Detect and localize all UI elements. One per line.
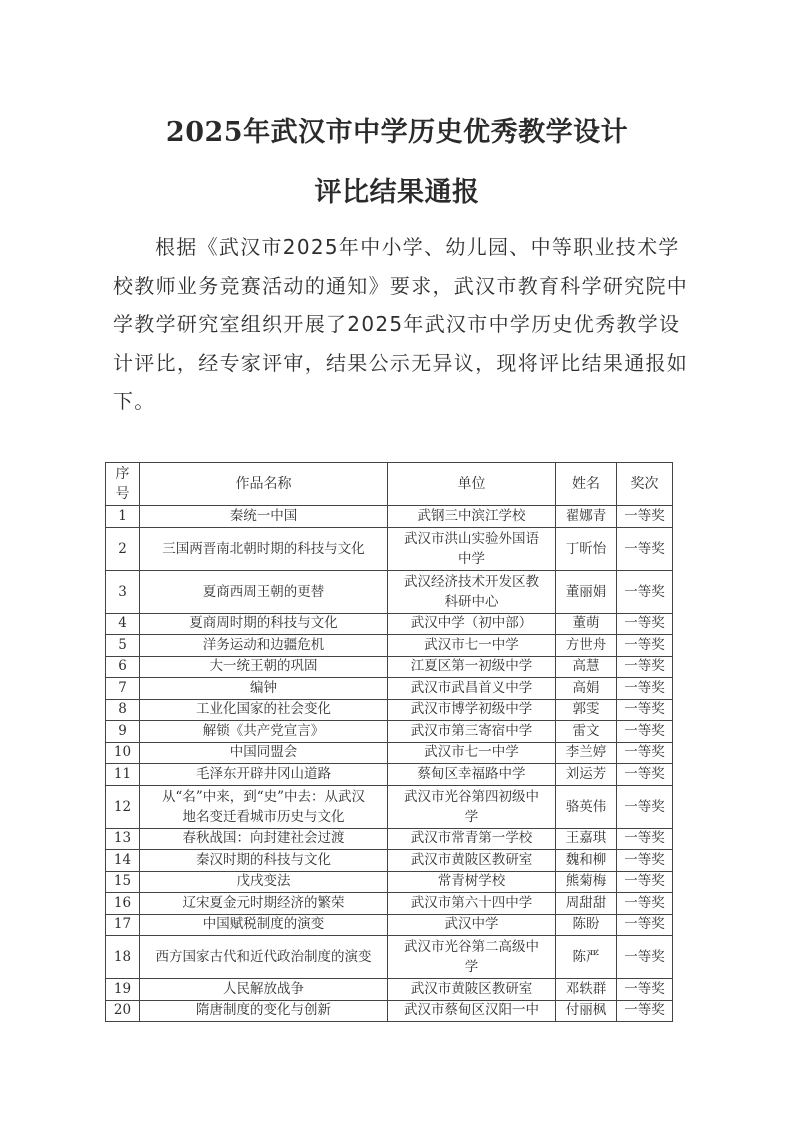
cell-name: 高慧 bbox=[556, 656, 617, 678]
cell-work-title bbox=[140, 914, 388, 936]
cell-work-title bbox=[140, 721, 388, 743]
table-row bbox=[106, 721, 673, 743]
cell-work-title-line: 夏商西周王朝的更替 bbox=[202, 583, 325, 600]
cell-award: 一等奖 bbox=[617, 699, 673, 721]
table-row bbox=[106, 893, 673, 915]
cell-unit bbox=[388, 914, 556, 936]
cell-award: 一等奖 bbox=[617, 893, 673, 915]
cell-unit bbox=[388, 979, 556, 1001]
cell-unit-line: 武汉市第三寄宿中学 bbox=[410, 722, 533, 739]
cell-award: 一等奖 bbox=[617, 656, 673, 678]
cell-work-title bbox=[140, 678, 388, 700]
cell-unit bbox=[388, 699, 556, 721]
cell-work-title bbox=[140, 1000, 388, 1022]
intro-paragraph bbox=[113, 228, 689, 421]
document-subtitle: 评比结果通报 bbox=[314, 177, 480, 208]
cell-unit bbox=[388, 936, 556, 979]
cell-name: 丁昕怡 bbox=[556, 527, 617, 570]
cell-name: 王嘉琪 bbox=[556, 828, 617, 850]
cell-award: 一等奖 bbox=[617, 570, 673, 613]
cell-work-title bbox=[140, 871, 388, 893]
cell-unit-line: 武汉市光谷第二高级中 bbox=[404, 939, 539, 955]
cell-serial-number: 11 bbox=[106, 764, 140, 786]
cell-work-title-line: 三国两晋南北朝时期的科技与文化 bbox=[162, 540, 365, 557]
cell-work-title-line: 戊戌变法 bbox=[236, 873, 291, 890]
cell-name: 董丽娟 bbox=[556, 570, 617, 613]
cell-name: 郭雯 bbox=[556, 699, 617, 721]
cell-award: 一等奖 bbox=[617, 850, 673, 872]
cell-award: 一等奖 bbox=[617, 979, 673, 1001]
table-body bbox=[106, 506, 673, 1022]
table-row bbox=[106, 936, 673, 979]
table-row bbox=[106, 613, 673, 635]
cell-unit-line: 武汉市七一中学 bbox=[424, 744, 519, 761]
cell-unit-line: 蔡甸区幸福路中学 bbox=[417, 765, 526, 782]
cell-unit bbox=[388, 570, 556, 613]
cell-work-title-line: 工业化国家的社会变化 bbox=[196, 701, 331, 718]
cell-work-title-line: 隋唐制度的变化与创新 bbox=[196, 1002, 331, 1019]
cell-work-title bbox=[140, 742, 388, 764]
cell-unit-line: 学 bbox=[464, 959, 479, 975]
cell-unit bbox=[388, 850, 556, 872]
cell-name: 陈严 bbox=[556, 936, 617, 979]
cell-name: 周甜甜 bbox=[556, 893, 617, 915]
cell-award: 一等奖 bbox=[617, 1000, 673, 1022]
header-serial-line: 号 bbox=[115, 486, 130, 502]
header-serial-number bbox=[106, 463, 140, 506]
cell-work-title bbox=[140, 699, 388, 721]
cell-name: 雷文 bbox=[556, 721, 617, 743]
cell-unit-line: 武钢三中滨江学校 bbox=[417, 507, 526, 524]
table-row bbox=[106, 764, 673, 786]
cell-work-title bbox=[140, 979, 388, 1001]
cell-unit-line: 武汉市光谷第四初级中 bbox=[404, 788, 539, 805]
cell-award: 一等奖 bbox=[617, 936, 673, 979]
cell-serial-number: 15 bbox=[106, 871, 140, 893]
cell-unit-line: 科研中心 bbox=[444, 593, 499, 610]
cell-name: 邓轶群 bbox=[556, 979, 617, 1001]
cell-unit bbox=[388, 656, 556, 678]
cell-work-title bbox=[140, 506, 388, 528]
cell-serial-number: 7 bbox=[106, 678, 140, 700]
cell-unit-line: 武汉市七一中学 bbox=[424, 636, 519, 653]
paragraph-line: 下。 bbox=[113, 389, 156, 413]
cell-work-title-line: 人民解放战争 bbox=[223, 980, 304, 997]
cell-work-title bbox=[140, 527, 388, 570]
cell-work-title bbox=[140, 893, 388, 915]
cell-award: 一等奖 bbox=[617, 721, 673, 743]
cell-work-title-line: 地名变迁看城市历史与文化 bbox=[182, 808, 345, 825]
cell-unit bbox=[388, 721, 556, 743]
cell-award: 一等奖 bbox=[617, 785, 673, 828]
cell-work-title bbox=[140, 635, 388, 657]
paragraph-line: 计评比，经专家评审，结果公示无异议，现将评比结果通报如 bbox=[113, 350, 689, 375]
cell-unit bbox=[388, 613, 556, 635]
paragraph-line: 学教学研究室组织开展了2025年武汉市中学历史优秀教学设 bbox=[113, 312, 681, 336]
cell-name: 董萌 bbox=[556, 613, 617, 635]
cell-serial-number: 19 bbox=[106, 979, 140, 1001]
cell-serial-number: 14 bbox=[106, 850, 140, 872]
cell-work-title-line: 秦汉时期的科技与文化 bbox=[196, 851, 331, 868]
cell-unit-line: 武汉市蔡甸区汉阳一中 bbox=[404, 1002, 539, 1019]
cell-serial-number: 6 bbox=[106, 656, 140, 678]
cell-serial-number: 13 bbox=[106, 828, 140, 850]
cell-work-title bbox=[140, 785, 388, 828]
table-header-row bbox=[106, 463, 673, 506]
cell-serial-number: 2 bbox=[106, 527, 140, 570]
table-row bbox=[106, 979, 673, 1001]
cell-name: 高娟 bbox=[556, 678, 617, 700]
cell-work-title-line: 从“名”中来，到“史”中去：从武汉 bbox=[161, 788, 366, 805]
table-row bbox=[106, 699, 673, 721]
cell-name: 方世舟 bbox=[556, 635, 617, 657]
header-unit: 单位 bbox=[388, 463, 556, 506]
cell-unit bbox=[388, 527, 556, 570]
cell-award: 一等奖 bbox=[617, 527, 673, 570]
cell-award: 一等奖 bbox=[617, 678, 673, 700]
cell-unit bbox=[388, 785, 556, 828]
table-row bbox=[106, 527, 673, 570]
cell-serial-number: 20 bbox=[106, 1000, 140, 1022]
table-row bbox=[106, 742, 673, 764]
header-award: 奖次 bbox=[617, 463, 673, 506]
cell-serial-number: 17 bbox=[106, 914, 140, 936]
table-row bbox=[106, 914, 673, 936]
paragraph-line: 根据《武汉市2025年中小学、幼儿园、中等职业技术学 bbox=[155, 235, 680, 259]
cell-unit bbox=[388, 828, 556, 850]
cell-work-title-line: 中国赋税制度的演变 bbox=[202, 916, 325, 933]
cell-unit-line: 江夏区第一初级中学 bbox=[410, 658, 533, 675]
cell-serial-number: 4 bbox=[106, 613, 140, 635]
cell-serial-number: 18 bbox=[106, 936, 140, 979]
cell-unit bbox=[388, 506, 556, 528]
cell-unit bbox=[388, 893, 556, 915]
cell-unit-line: 武汉中学（初中部） bbox=[410, 615, 533, 632]
cell-work-title-line: 编钟 bbox=[250, 679, 277, 696]
cell-unit-line: 武汉市武昌首义中学 bbox=[410, 679, 533, 696]
cell-name: 熊菊梅 bbox=[556, 871, 617, 893]
cell-work-title-line: 解锁《共产党宣言》 bbox=[202, 722, 325, 739]
cell-work-title-line: 大一统王朝的巩固 bbox=[209, 658, 318, 675]
table-row bbox=[106, 635, 673, 657]
cell-serial-number: 9 bbox=[106, 721, 140, 743]
cell-work-title bbox=[140, 764, 388, 786]
cell-work-title-line: 洋务运动和边疆危机 bbox=[202, 636, 325, 653]
cell-work-title bbox=[140, 850, 388, 872]
cell-unit-line: 武汉市洪山实验外国语 bbox=[404, 530, 539, 547]
cell-unit-line: 常青树学校 bbox=[437, 873, 506, 890]
cell-name: 付丽枫 bbox=[556, 1000, 617, 1022]
cell-work-title-line: 夏商周时期的科技与文化 bbox=[189, 615, 338, 632]
header-work-title: 作品名称 bbox=[140, 463, 388, 506]
cell-work-title bbox=[140, 570, 388, 613]
cell-unit-line: 武汉经济技术开发区教 bbox=[404, 573, 539, 590]
cell-name: 刘运芳 bbox=[556, 764, 617, 786]
table-row bbox=[106, 506, 673, 528]
cell-name: 李兰婷 bbox=[556, 742, 617, 764]
cell-unit bbox=[388, 871, 556, 893]
cell-award: 一等奖 bbox=[617, 613, 673, 635]
table-row bbox=[106, 871, 673, 893]
cell-serial-number: 12 bbox=[106, 785, 140, 828]
cell-serial-number: 5 bbox=[106, 635, 140, 657]
cell-name: 陈盼 bbox=[556, 914, 617, 936]
cell-unit-line: 武汉中学 bbox=[444, 916, 499, 933]
table-row bbox=[106, 678, 673, 700]
cell-unit-line: 学 bbox=[464, 808, 479, 825]
cell-work-title bbox=[140, 656, 388, 678]
cell-serial-number: 8 bbox=[106, 699, 140, 721]
document-title: 2025年武汉市中学历史优秀教学设计 bbox=[165, 117, 629, 148]
cell-work-title-line: 春秋战国：向封建社会过渡 bbox=[182, 830, 345, 847]
cell-work-title-line: 西方国家古代和近代政治制度的演变 bbox=[155, 949, 372, 965]
cell-award: 一等奖 bbox=[617, 871, 673, 893]
cell-work-title-line: 中国同盟会 bbox=[229, 744, 298, 761]
cell-work-title bbox=[140, 828, 388, 850]
cell-name: 魏和柳 bbox=[556, 850, 617, 872]
cell-unit-line: 武汉市常青第一学校 bbox=[410, 830, 533, 847]
table-row bbox=[106, 785, 673, 828]
cell-serial-number: 16 bbox=[106, 893, 140, 915]
cell-serial-number: 10 bbox=[106, 742, 140, 764]
table-row bbox=[106, 850, 673, 872]
cell-unit bbox=[388, 1000, 556, 1022]
cell-work-title-line: 毛泽东开辟井冈山道路 bbox=[196, 765, 331, 782]
cell-work-title bbox=[140, 613, 388, 635]
cell-work-title-line: 辽宋夏金元时期经济的繁荣 bbox=[182, 894, 345, 911]
table-row bbox=[106, 570, 673, 613]
cell-award: 一等奖 bbox=[617, 914, 673, 936]
cell-award: 一等奖 bbox=[617, 742, 673, 764]
cell-award: 一等奖 bbox=[617, 635, 673, 657]
cell-serial-number: 1 bbox=[106, 506, 140, 528]
cell-unit-line: 武汉市黄陂区教研室 bbox=[410, 980, 533, 997]
cell-serial-number: 3 bbox=[106, 570, 140, 613]
paragraph-line: 校教师业务竞赛活动的通知》要求，武汉市教育科学研究院中 bbox=[113, 273, 689, 298]
cell-name: 骆英伟 bbox=[556, 785, 617, 828]
cell-award: 一等奖 bbox=[617, 828, 673, 850]
cell-unit-line: 武汉市黄陂区教研室 bbox=[410, 851, 533, 868]
cell-unit bbox=[388, 742, 556, 764]
table-row bbox=[106, 828, 673, 850]
cell-unit bbox=[388, 635, 556, 657]
table-row bbox=[106, 1000, 673, 1022]
cell-unit-line: 武汉市第六十四中学 bbox=[410, 894, 533, 911]
header-serial-line: 序 bbox=[115, 466, 130, 482]
table-row bbox=[106, 656, 673, 678]
cell-award: 一等奖 bbox=[617, 764, 673, 786]
cell-name: 翟娜青 bbox=[556, 506, 617, 528]
cell-award: 一等奖 bbox=[617, 506, 673, 528]
header-name: 姓名 bbox=[556, 463, 617, 506]
cell-work-title-line: 秦统一中国 bbox=[229, 507, 298, 524]
cell-unit-line: 中学 bbox=[458, 550, 485, 567]
cell-unit bbox=[388, 678, 556, 700]
cell-unit bbox=[388, 764, 556, 786]
cell-work-title bbox=[140, 936, 388, 979]
results-table bbox=[105, 462, 673, 1022]
cell-unit-line: 武汉市博学初级中学 bbox=[410, 701, 533, 718]
